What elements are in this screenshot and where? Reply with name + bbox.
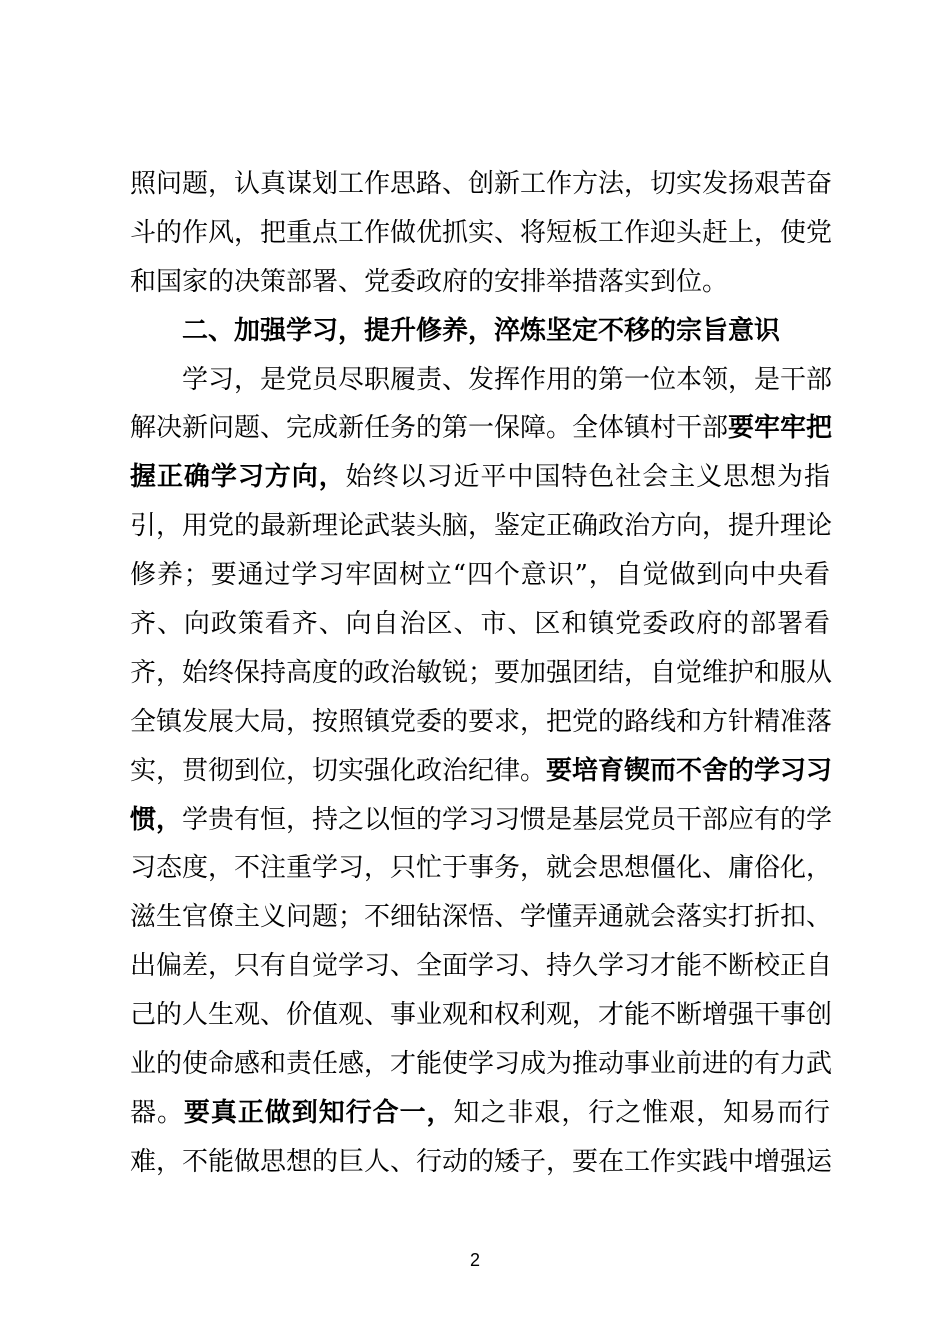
paragraph-line: 引，用党的最新理论武装头脑，鉴定正确政治方向，提升理论	[130, 511, 833, 542]
paragraph-line: 齐，始终保持高度的政治敏锐；要加强团结，自觉维护和服从	[130, 657, 833, 688]
text-run: 解决新问题、完成新任务的第一保障。全体镇村干部	[130, 413, 729, 444]
section-heading: 二、加强学习，提升修养，淬炼坚定不移的宗旨意识	[182, 315, 781, 346]
emphasis-text: 惯，	[130, 804, 183, 835]
paragraph-line: 业的使命感和责任感，才能使学习成为推动事业前进的有力武	[130, 1049, 833, 1080]
emphasis-text: 要牢牢把	[728, 413, 833, 444]
paragraph-line	[130, 1089, 830, 1138]
paragraph-line: 和国家的决策部署、党委政府的安排举措落实到位。	[130, 266, 729, 297]
paragraph-line	[130, 404, 833, 453]
emphasis-text: 要培育锲而不舍的学习习	[546, 755, 833, 786]
paragraph-line: 全镇发展大局，按照镇党委的要求，把党的路线和方针精准落	[130, 706, 833, 737]
text-run: 实，贯彻到位，切实强化政治纪律。	[130, 755, 547, 786]
text-run: 始终以习近平中国特色社会主义思想为指	[345, 462, 830, 493]
text-run: 知之非艰，行之惟艰，知易而行	[453, 1097, 830, 1128]
paragraph-line: 照问题，认真谋划工作思路、创新工作方法，切实发扬艰苦奋	[130, 169, 833, 199]
paragraph-line: 斗的作风，把重点工作做优抓实、将短板工作迎头赶上，使党	[130, 217, 833, 248]
document-body	[130, 160, 833, 1187]
paragraph-line: 出偏差，只有自觉学习、全面学习、持久学习才能不断校正自	[130, 951, 833, 982]
page-number: 2	[469, 1250, 480, 1270]
paragraph-line	[130, 796, 833, 845]
paragraph-line	[130, 453, 830, 502]
emphasis-text: 要真正做到知行合一，	[183, 1097, 454, 1128]
paragraph-line: 己的人生观、价值观、事业观和权利观，才能不断增强干事创	[130, 1000, 833, 1031]
paragraph-line: 齐、向政策看齐、向自治区、市、区和镇党委政府的部署看	[130, 609, 830, 640]
paragraph-line: 滋生官僚主义问题；不细钻深悟、学懂弄通就会落实打折扣、	[130, 902, 833, 933]
emphasis-text: 握正确学习方向，	[130, 462, 346, 493]
paragraph-line	[130, 747, 833, 796]
paragraph-line: 难，不能做思想的巨人、行动的矮子，要在工作实践中增强运	[130, 1146, 833, 1177]
paragraph-line: 习态度，不注重学习，只忙于事务，就会思想僵化、庸俗化，	[130, 853, 833, 884]
paragraph-line: 学习，是党员尽职履责、发挥作用的第一位本领，是干部	[182, 364, 833, 395]
paragraph-line: 修养；要通过学习牢固树立“四个意识”，自觉做到向中央看	[130, 560, 830, 591]
text-run: 器。	[130, 1097, 184, 1128]
text-run: 学贵有恒，持之以恒的学习习惯是基层党员干部应有的学	[182, 804, 833, 835]
